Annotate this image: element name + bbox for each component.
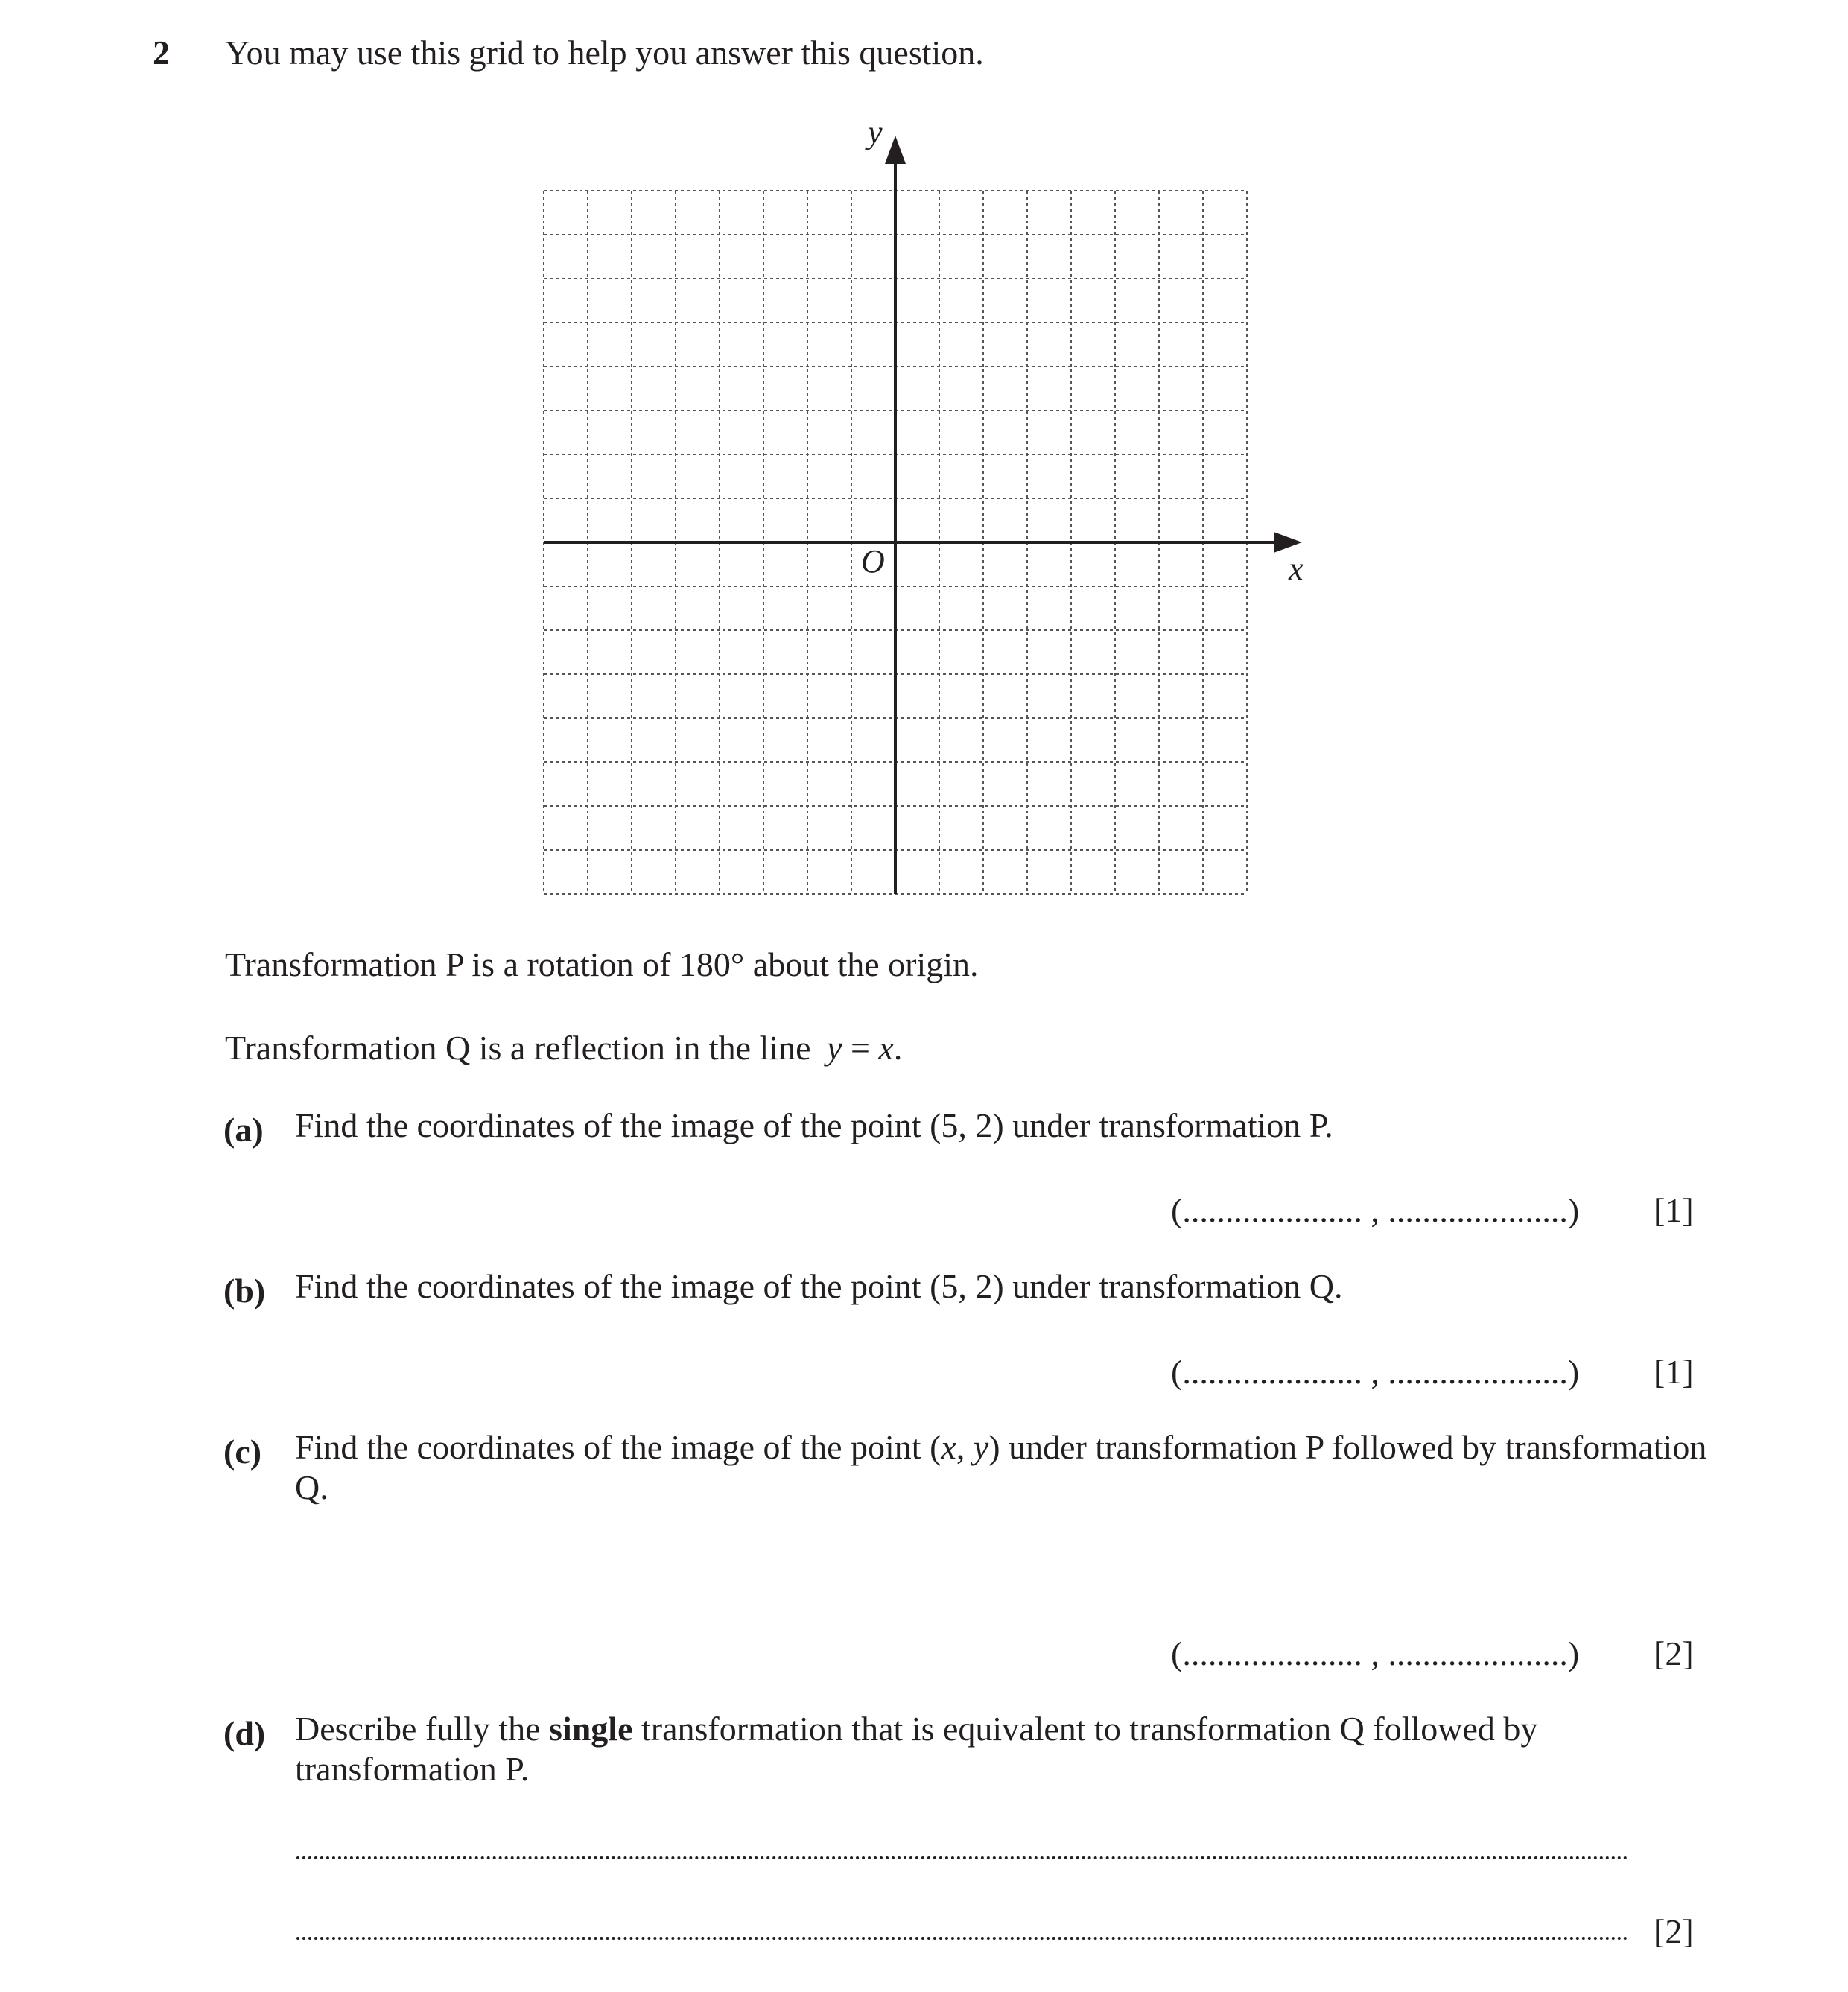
part-c-marks: [2] (1654, 1634, 1694, 1672)
question-intro: You may use this grid to help you answer this question. (225, 34, 984, 72)
y-axis-label: y (868, 114, 883, 150)
part-d-text-2: transformation that is equivalent to transformation Q followed by transformation P. (295, 1710, 1538, 1788)
part-b-text: Find the coordinates of the image of the point (5, 2) under transformation Q. (295, 1267, 1343, 1305)
part-a-answer-field[interactable]: (..................... , .....................) (1171, 1191, 1580, 1229)
part-b-marks: [1] (1654, 1353, 1694, 1391)
eq-equals: = (842, 1029, 879, 1067)
part-a-label: (a) (223, 1111, 264, 1149)
origin-label: O (861, 543, 885, 580)
statement-q-text: Transformation Q is a reflection in the line (225, 1029, 811, 1067)
part-c-text-1: Find the coordinates of the image of the point ( (295, 1428, 942, 1466)
part-c-var-y: y (973, 1428, 989, 1466)
part-c-answer-field[interactable]: (..................... , .....................) (1171, 1634, 1580, 1672)
part-c-comma: , (956, 1428, 974, 1466)
part-c-text-2: ) under transformation P followed by transformation Q. (295, 1428, 1707, 1506)
axes (544, 136, 1302, 894)
part-d-answer-line-2[interactable] (296, 1937, 1628, 1940)
statement-q (225, 1028, 902, 1068)
eq-end: . (893, 1029, 903, 1067)
y-axis-arrow-icon (885, 136, 906, 164)
part-d-marks: [2] (1654, 1912, 1694, 1950)
part-d-answer-line-1[interactable] (296, 1856, 1628, 1859)
part-d-text-1: Describe fully the (295, 1710, 550, 1748)
part-d-label: (d) (223, 1714, 266, 1752)
x-axis-arrow-icon (1274, 532, 1302, 553)
part-c-label: (c) (223, 1433, 262, 1471)
part-a-marks: [1] (1654, 1191, 1694, 1229)
part-c-text (295, 1427, 1710, 1508)
eq-y: y (827, 1029, 842, 1067)
part-b-label: (b) (223, 1272, 266, 1310)
part-a-text: Find the coordinates of the image of the point (5, 2) under transformation P. (295, 1106, 1333, 1144)
part-c-var-x: x (941, 1428, 956, 1466)
part-b-answer-field[interactable]: (..................... , .....................) (1171, 1353, 1580, 1391)
part-d-bold-word: single (549, 1710, 633, 1748)
x-axis-label: x (1289, 551, 1304, 587)
question-number: 2 (153, 34, 170, 72)
statement-q-equation (827, 1029, 902, 1067)
statement-p: Transformation P is a rotation of 180° about the origin. (225, 945, 979, 983)
eq-x: x (878, 1029, 894, 1067)
part-d-text (295, 1709, 1710, 1789)
coordinate-grid (521, 112, 1356, 916)
